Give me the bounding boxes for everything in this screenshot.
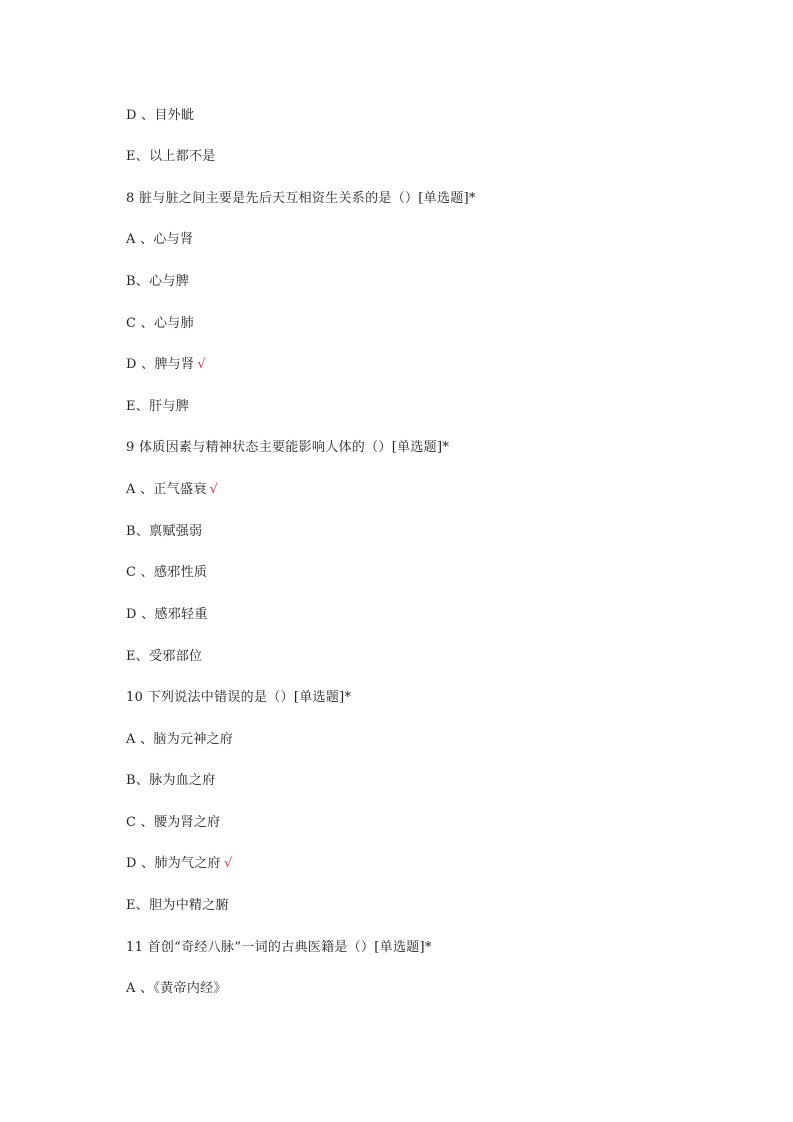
option-b-q8 [126,273,189,291]
option-b-q9 [126,523,202,541]
option-e-q9 [126,648,202,666]
correct-check-icon: √ [209,482,219,497]
line-text: E、肝与脾 [126,399,189,414]
option-c-q8 [126,315,194,333]
option-d-q7 [126,107,194,125]
line-text: A 、《黄帝内经》 [126,981,227,996]
correct-check-icon: √ [223,856,233,871]
option-a-q9 [126,481,218,499]
line-text: 11 首创“奇经八脉”一词的古典医籍是（）[单选题]* [126,940,432,955]
line-text: D 、脾与肾 [126,357,195,372]
option-a-q11 [126,980,227,998]
option-d-q10 [126,855,233,873]
option-e-q7 [126,148,216,166]
line-text: D 、肺为气之府 [126,856,221,871]
line-text: A 、心与肾 [126,232,194,247]
line-text: A 、脑为元神之府 [126,732,234,747]
line-text: E、胆为中精之腑 [126,898,229,913]
line-text: C 、腰为肾之府 [126,815,221,830]
line-text: B、心与脾 [126,274,190,289]
line-text: B、脉为血之府 [126,773,216,788]
option-c-q9 [126,564,207,582]
option-d-q9 [126,606,208,624]
line-text: 9 体质因素与精神状态主要能影响人体的（）[单选题]* [126,440,450,455]
line-text: D 、感邪轻重 [126,607,208,622]
question-11 [126,939,432,957]
option-c-q10 [126,814,220,832]
line-text: C 、心与肺 [126,316,194,331]
option-a-q10 [126,731,233,749]
line-text: C 、感邪性质 [126,565,208,580]
option-e-q8 [126,398,189,416]
question-10 [126,689,351,707]
line-text: A 、正气盛衰 [126,482,207,497]
line-text: E、受邪部位 [126,649,203,664]
line-text: B、禀赋强弱 [126,524,203,539]
correct-check-icon: √ [197,357,206,372]
option-b-q10 [126,772,216,790]
line-text: 8 脏与脏之间主要是先后天互相资生关系的是（）[单选题]* [126,191,476,206]
line-text: E、以上都不是 [126,149,216,164]
question-9 [126,439,449,457]
option-d-q8 [126,356,206,374]
line-text: D 、目外眦 [126,108,195,123]
option-a-q8 [126,231,193,249]
option-e-q10 [126,897,229,915]
question-8 [126,190,476,208]
line-text: 10 下列说法中错误的是（）[单选题]* [126,690,352,705]
